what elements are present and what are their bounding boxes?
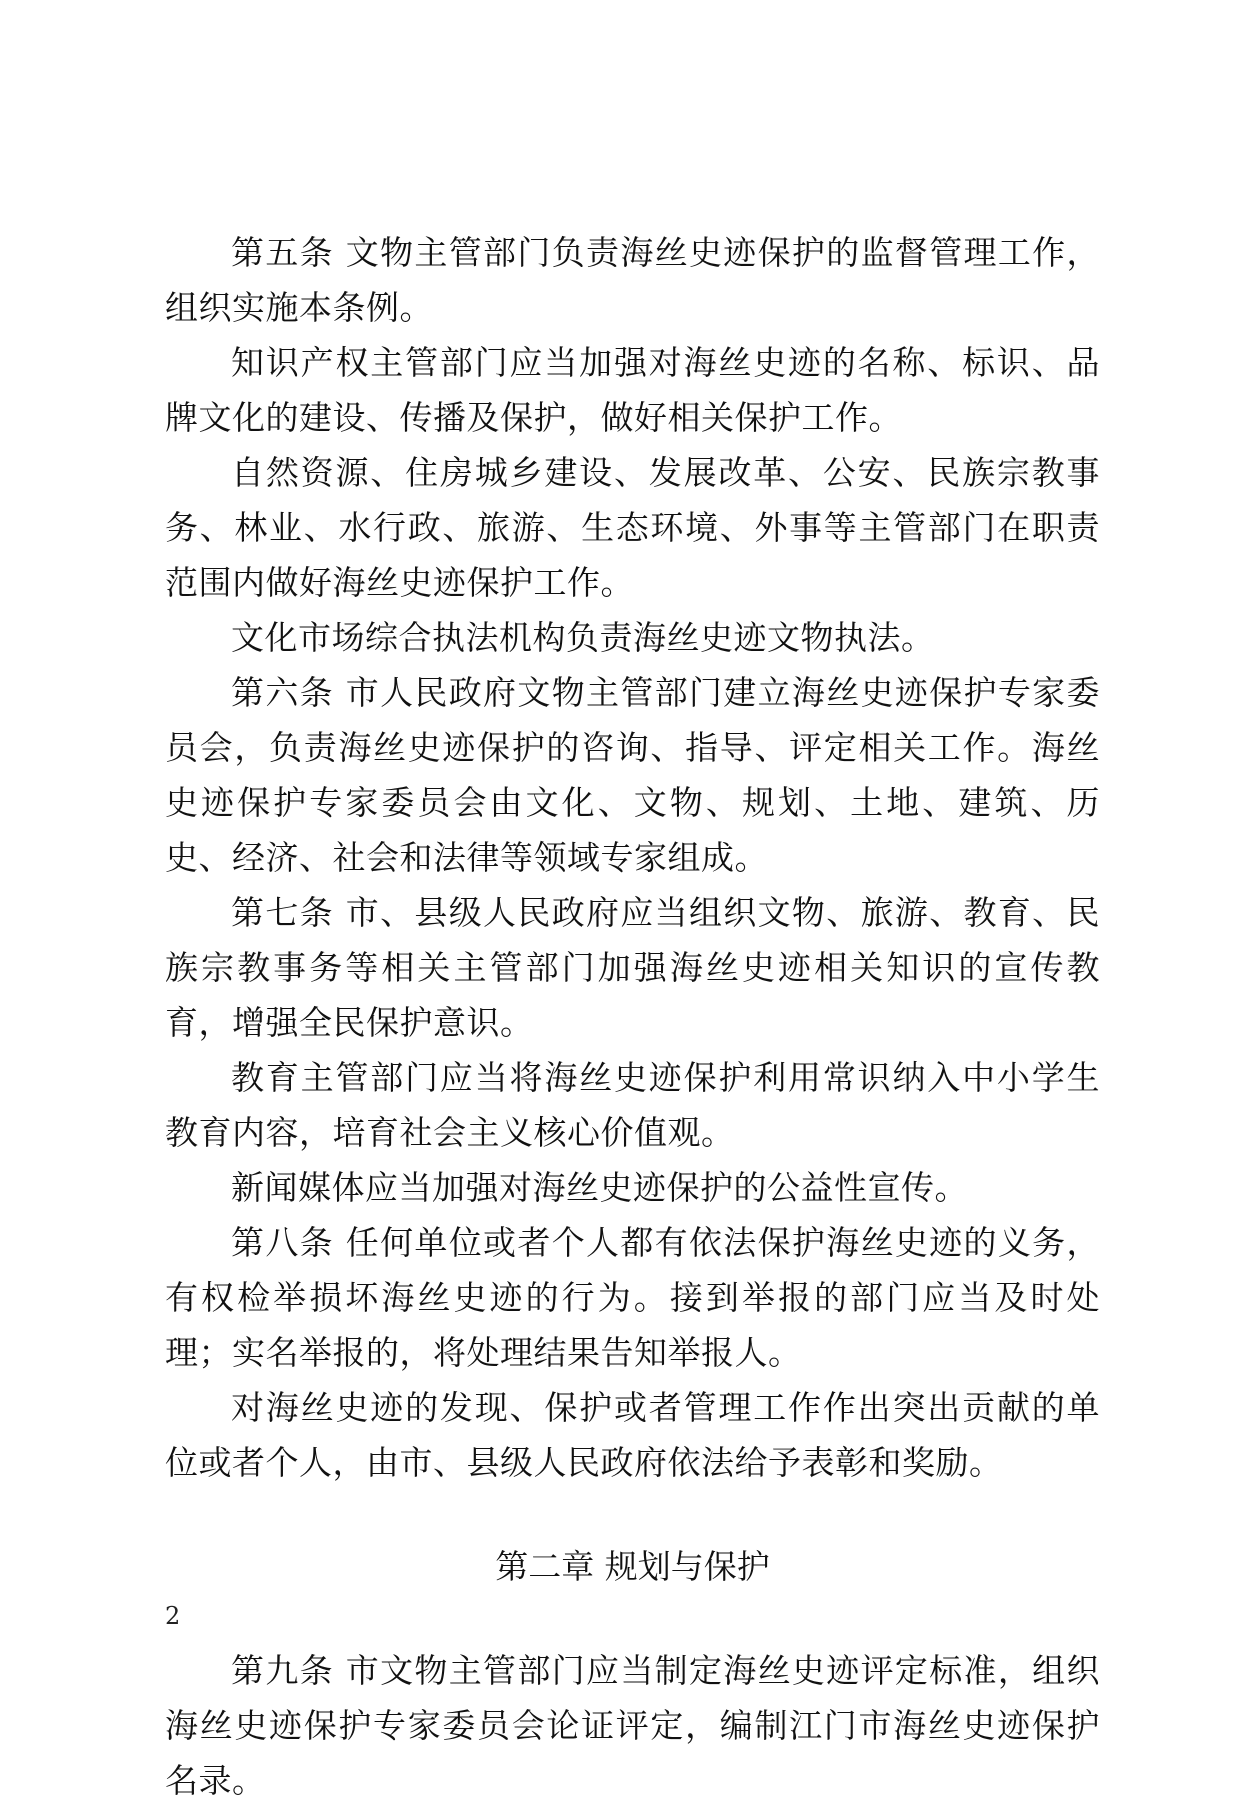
document-body xyxy=(165,225,1100,1808)
article-6-paragraph: 第六条 市人民政府文物主管部门建立海丝史迹保护专家委员会，负责海丝史迹保护的咨询、指导、评定相关工作。海丝史迹保护专家委员会由文化、文物、规划、土地、建筑、历史、经济、社会和法律等领域专家组成。 xyxy=(165,673,1100,877)
page-number: 2 xyxy=(165,1602,181,1630)
related-departments-paragraph: 自然资源、住房城乡建设、发展改革、公安、民族宗教事务、林业、水行政、旅游、生态环境、外事等主管部门在职责范围内做好海丝史迹保护工作。 xyxy=(165,453,1100,602)
article-5-paragraph: 第五条 文物主管部门负责海丝史迹保护的监督管理工作，组织实施本条例。 xyxy=(165,233,1100,327)
chapter-2-heading: 第二章 规划与保护 xyxy=(495,1547,770,1586)
commendation-paragraph: 对海丝史迹的发现、保护或者管理工作作出突出贡献的单位或者个人，由市、县级人民政府依法给予表彰和奖励。 xyxy=(165,1388,1100,1482)
article-8-paragraph: 第八条 任何单位或者个人都有依法保护海丝史迹的义务，有权检举损坏海丝史迹的行为。接到举报的部门应当及时处理；实名举报的，将处理结果告知举报人。 xyxy=(165,1223,1100,1372)
education-department-paragraph: 教育主管部门应当将海丝史迹保护利用常识纳入中小学生教育内容，培育社会主义核心价值观。 xyxy=(165,1058,1100,1152)
article-7-paragraph: 第七条 市、县级人民政府应当组织文物、旅游、教育、民族宗教事务等相关主管部门加强海丝史迹相关知识的宣传教育，增强全民保护意识。 xyxy=(165,893,1100,1042)
news-media-paragraph: 新闻媒体应当加强对海丝史迹保护的公益性宣传。 xyxy=(231,1168,968,1207)
law-enforcement-paragraph: 文化市场综合执法机构负责海丝史迹文物执法。 xyxy=(231,618,935,657)
article-9-paragraph: 第九条 市文物主管部门应当制定海丝史迹评定标准，组织海丝史迹保护专家委员会论证评定，编制江门市海丝史迹保护名录。 xyxy=(165,1651,1100,1800)
ip-department-paragraph: 知识产权主管部门应当加强对海丝史迹的名称、标识、品牌文化的建设、传播及保护，做好相关保护工作。 xyxy=(165,343,1100,437)
